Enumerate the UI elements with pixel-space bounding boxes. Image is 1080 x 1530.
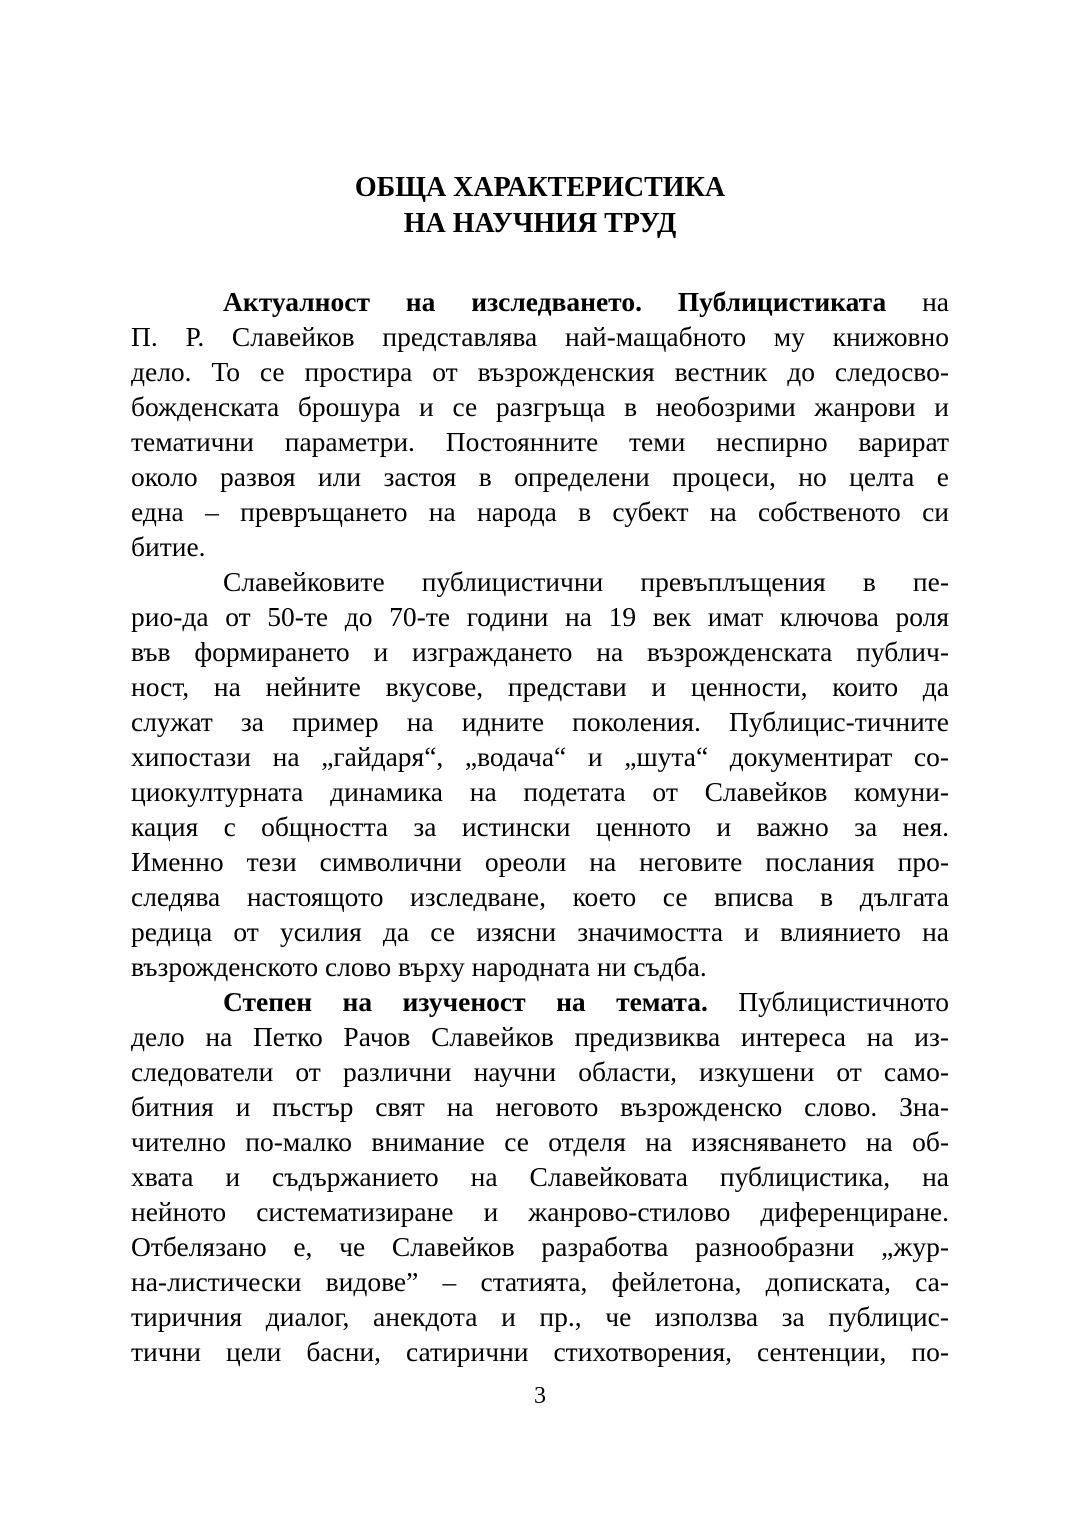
document-title-line-1: ОБЩА ХАРАКТЕРИСТИКА — [354, 172, 726, 203]
section1-lead-bold: Публицистиката — [677, 286, 887, 317]
text-line: ност, на нейните вкусове, представи и ценности, които да — [131, 671, 949, 702]
text-line: П. Р. Славейков представлява най-мащабното му книжовно — [131, 321, 949, 352]
text-line: рио-да от 50-те до 70-те години на 19 век имат ключова роля — [131, 601, 949, 632]
text-line: във формирането и изграждането на възрожденската публич- — [131, 636, 949, 667]
text-line: чително по-малко внимание се отделя на изясняването на об- — [131, 1126, 949, 1157]
section1-heading: Актуалност на изследването. — [223, 286, 642, 317]
text-line: Именно тези символични ореоли на неговите послания про- — [131, 846, 949, 877]
text-line: хипостази на „гайдаря“, „водача“ и „шута“ документират со- — [131, 741, 949, 772]
section1-lead-rest: на — [922, 286, 950, 317]
document-title-line-2: НА НАУЧНИЯ ТРУД — [403, 208, 677, 239]
text-line: кация с общността за истински ценното и важно за нея. — [131, 811, 949, 842]
text-line: битие. — [131, 531, 206, 562]
text-line: божденската брошура и се разгръща в необозрими жанрови и — [131, 391, 949, 422]
text-line: тиричния диалог, анекдота и пр., че използва за публицис- — [131, 1301, 949, 1332]
section2-lead-rest: Публицистичното — [738, 986, 950, 1017]
text-line: една – превръщането на народа в субект на собственото си — [131, 496, 949, 527]
text-line: нейното систематизиране и жанрово-стилово диференциране. — [131, 1196, 949, 1227]
text-line: хвата и съдържанието на Славейковата публицистика, на — [131, 1161, 949, 1192]
text-line: дело на Петко Рачов Славейков предизвиква интереса на из- — [131, 1021, 949, 1052]
text-line: битния и пъстър свят на неговото възрожденско слово. Зна- — [131, 1091, 949, 1122]
section2-heading: Степен на изученост на темата. — [223, 986, 708, 1017]
text-line: тематични параметри. Постоянните теми неспирно варират — [131, 426, 949, 457]
text-line: Отбелязано е, че Славейков разработва разнообразни „жур- — [131, 1231, 949, 1262]
text-line: следователи от различни научни области, изкушени от само- — [131, 1056, 949, 1087]
section1-first-line — [223, 285, 949, 319]
text-line: служат за пример на идните поколения. Публицис-тичните — [131, 706, 949, 737]
text-line: Славейковите публицистични превъплъщения в пе- — [223, 566, 949, 597]
text-line: тични цели басни, сатирични стихотворения, сентенции, по- — [131, 1336, 949, 1367]
text-line: дело. То се простира от възрожденския вестник до следосво- — [131, 356, 949, 387]
text-line: на-листически видове” – статията, фейлетона, дописката, са- — [131, 1266, 949, 1297]
text-line: възрожденското слово върху народната ни съдба. — [131, 951, 707, 982]
page-number: 3 — [534, 1383, 546, 1409]
text-line: около развоя или застоя в определени процеси, но целта е — [131, 461, 949, 492]
text-line: следява настоящото изследване, което се вписва в дългата — [131, 881, 949, 912]
section2-first-line — [223, 985, 949, 1019]
text-line: редица от усилия да се изясни значимостта и влиянието на — [131, 916, 949, 947]
text-line: циокултурната динамика на подетата от Славейков комуни- — [131, 776, 949, 807]
